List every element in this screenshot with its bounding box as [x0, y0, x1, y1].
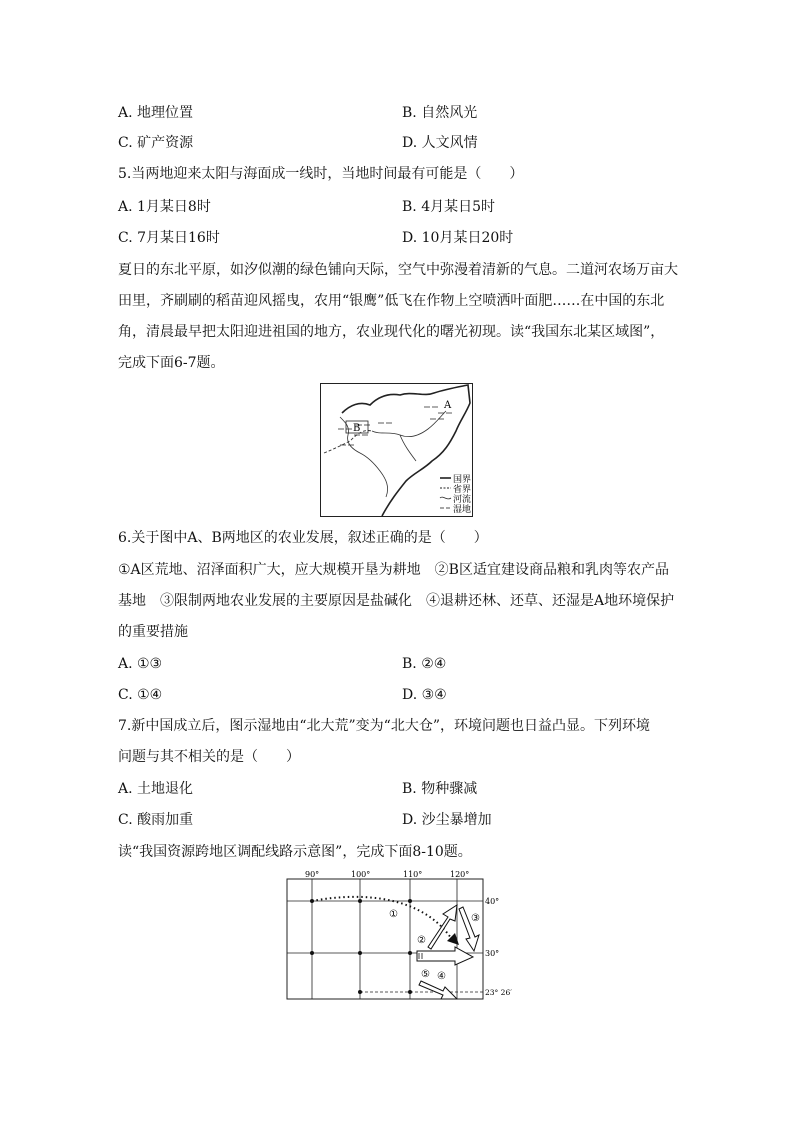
route-5-label: ⑤	[421, 969, 430, 980]
q6-stem: 6.关于图中A、B两地区的农业发展，叙述正确的是（ ）	[118, 530, 488, 546]
lat-label-tropic: 23° 26′	[485, 988, 512, 997]
lat-label-40: 40°	[485, 897, 500, 906]
passage-line-3: 角，清晨最早把太阳迎进祖国的地方，农业现代化的曙光初现。读“我国东北某区域图”，	[118, 324, 665, 340]
lat-label-30: 30°	[485, 949, 500, 958]
q4-option-a: A. 地理位置	[118, 105, 194, 121]
lon-label-110: 110°	[403, 870, 423, 879]
region-b-label: B	[353, 423, 361, 434]
q6-option-c: C. ①④	[118, 687, 163, 703]
q7-option-b: B. 物种骤减	[402, 781, 478, 797]
northeast-region-map	[320, 383, 473, 517]
q4-option-b: B. 自然风光	[402, 105, 478, 121]
q5-option-d: D. 10月某日20时	[402, 230, 514, 246]
lon-label-120: 120°	[450, 870, 470, 879]
legend-national-border: 国界	[453, 475, 472, 485]
q7-stem-line-2: 问题与其不相关的是（ ）	[118, 749, 300, 765]
lon-label-100: 100°	[351, 870, 371, 879]
q6-statement-line-1: ①A区荒地、沼泽面积广大，应大规模开垦为耕地 ②B区适宜建设商品粮和乳肉等农产品	[118, 562, 669, 578]
passage-line-1: 夏日的东北平原，如汐似潮的绿色铺向天际，空气中弥漫着清新的气息。二道河农场万亩大	[118, 262, 678, 278]
q7-option-d: D. 沙尘暴增加	[402, 812, 492, 828]
q4-option-d: D. 人文风情	[402, 135, 478, 151]
intro-8-10: 读“我国资源跨地区调配线路示意图”，完成下面8-10题。	[118, 844, 472, 860]
q5-option-c: C. 7月某日16时	[118, 230, 220, 246]
route-1-label: ①	[389, 909, 398, 920]
legend-provincial-border: 省界	[453, 485, 472, 495]
q4-option-c: C. 矿产资源	[118, 135, 194, 151]
q6-statement-line-2: 基地 ③限制两地农业发展的主要原因是盐碱化 ④退耕还林、还草、还湿是A地环境保护	[118, 593, 675, 609]
passage-line-4: 完成下面6-7题。	[118, 355, 225, 371]
q7-option-a: A. 土地退化	[118, 781, 194, 797]
q6-option-d: D. ③④	[402, 687, 447, 703]
q6-option-b: B. ②④	[402, 656, 447, 672]
region-a-label: A	[444, 400, 452, 411]
q5-option-b: B. 4月某日5时	[402, 199, 496, 215]
q5-option-a: A. 1月某日8时	[118, 199, 211, 215]
lon-label-90: 90°	[305, 870, 320, 879]
passage-line-2: 田里，齐刷刷的稻苗迎风摇曳，农用“银鹰”低飞在作物上空喷洒叶面肥……在中国的东北	[118, 293, 665, 309]
legend-wetland: 湿地	[453, 505, 472, 515]
legend-river: 河流	[453, 495, 472, 505]
q5-stem: 5.当两地迎来太阳与海面成一线时，当地时间最有可能是（ ）	[118, 166, 524, 182]
q6-statement-line-3: 的重要措施	[118, 624, 188, 640]
route-3-label: ③	[471, 913, 480, 924]
q7-stem-line-1: 7.新中国成立后，图示湿地由“北大荒”变为“北大仓”，环境问题也日益凸显。下列环境	[118, 718, 650, 734]
route-2-label: ②	[417, 935, 426, 946]
q6-option-a: A. ①③	[118, 656, 163, 672]
route-4-label: ④	[437, 971, 446, 982]
q7-option-c: C. 酸雨加重	[118, 812, 194, 828]
resource-transfer-map	[285, 869, 515, 1001]
